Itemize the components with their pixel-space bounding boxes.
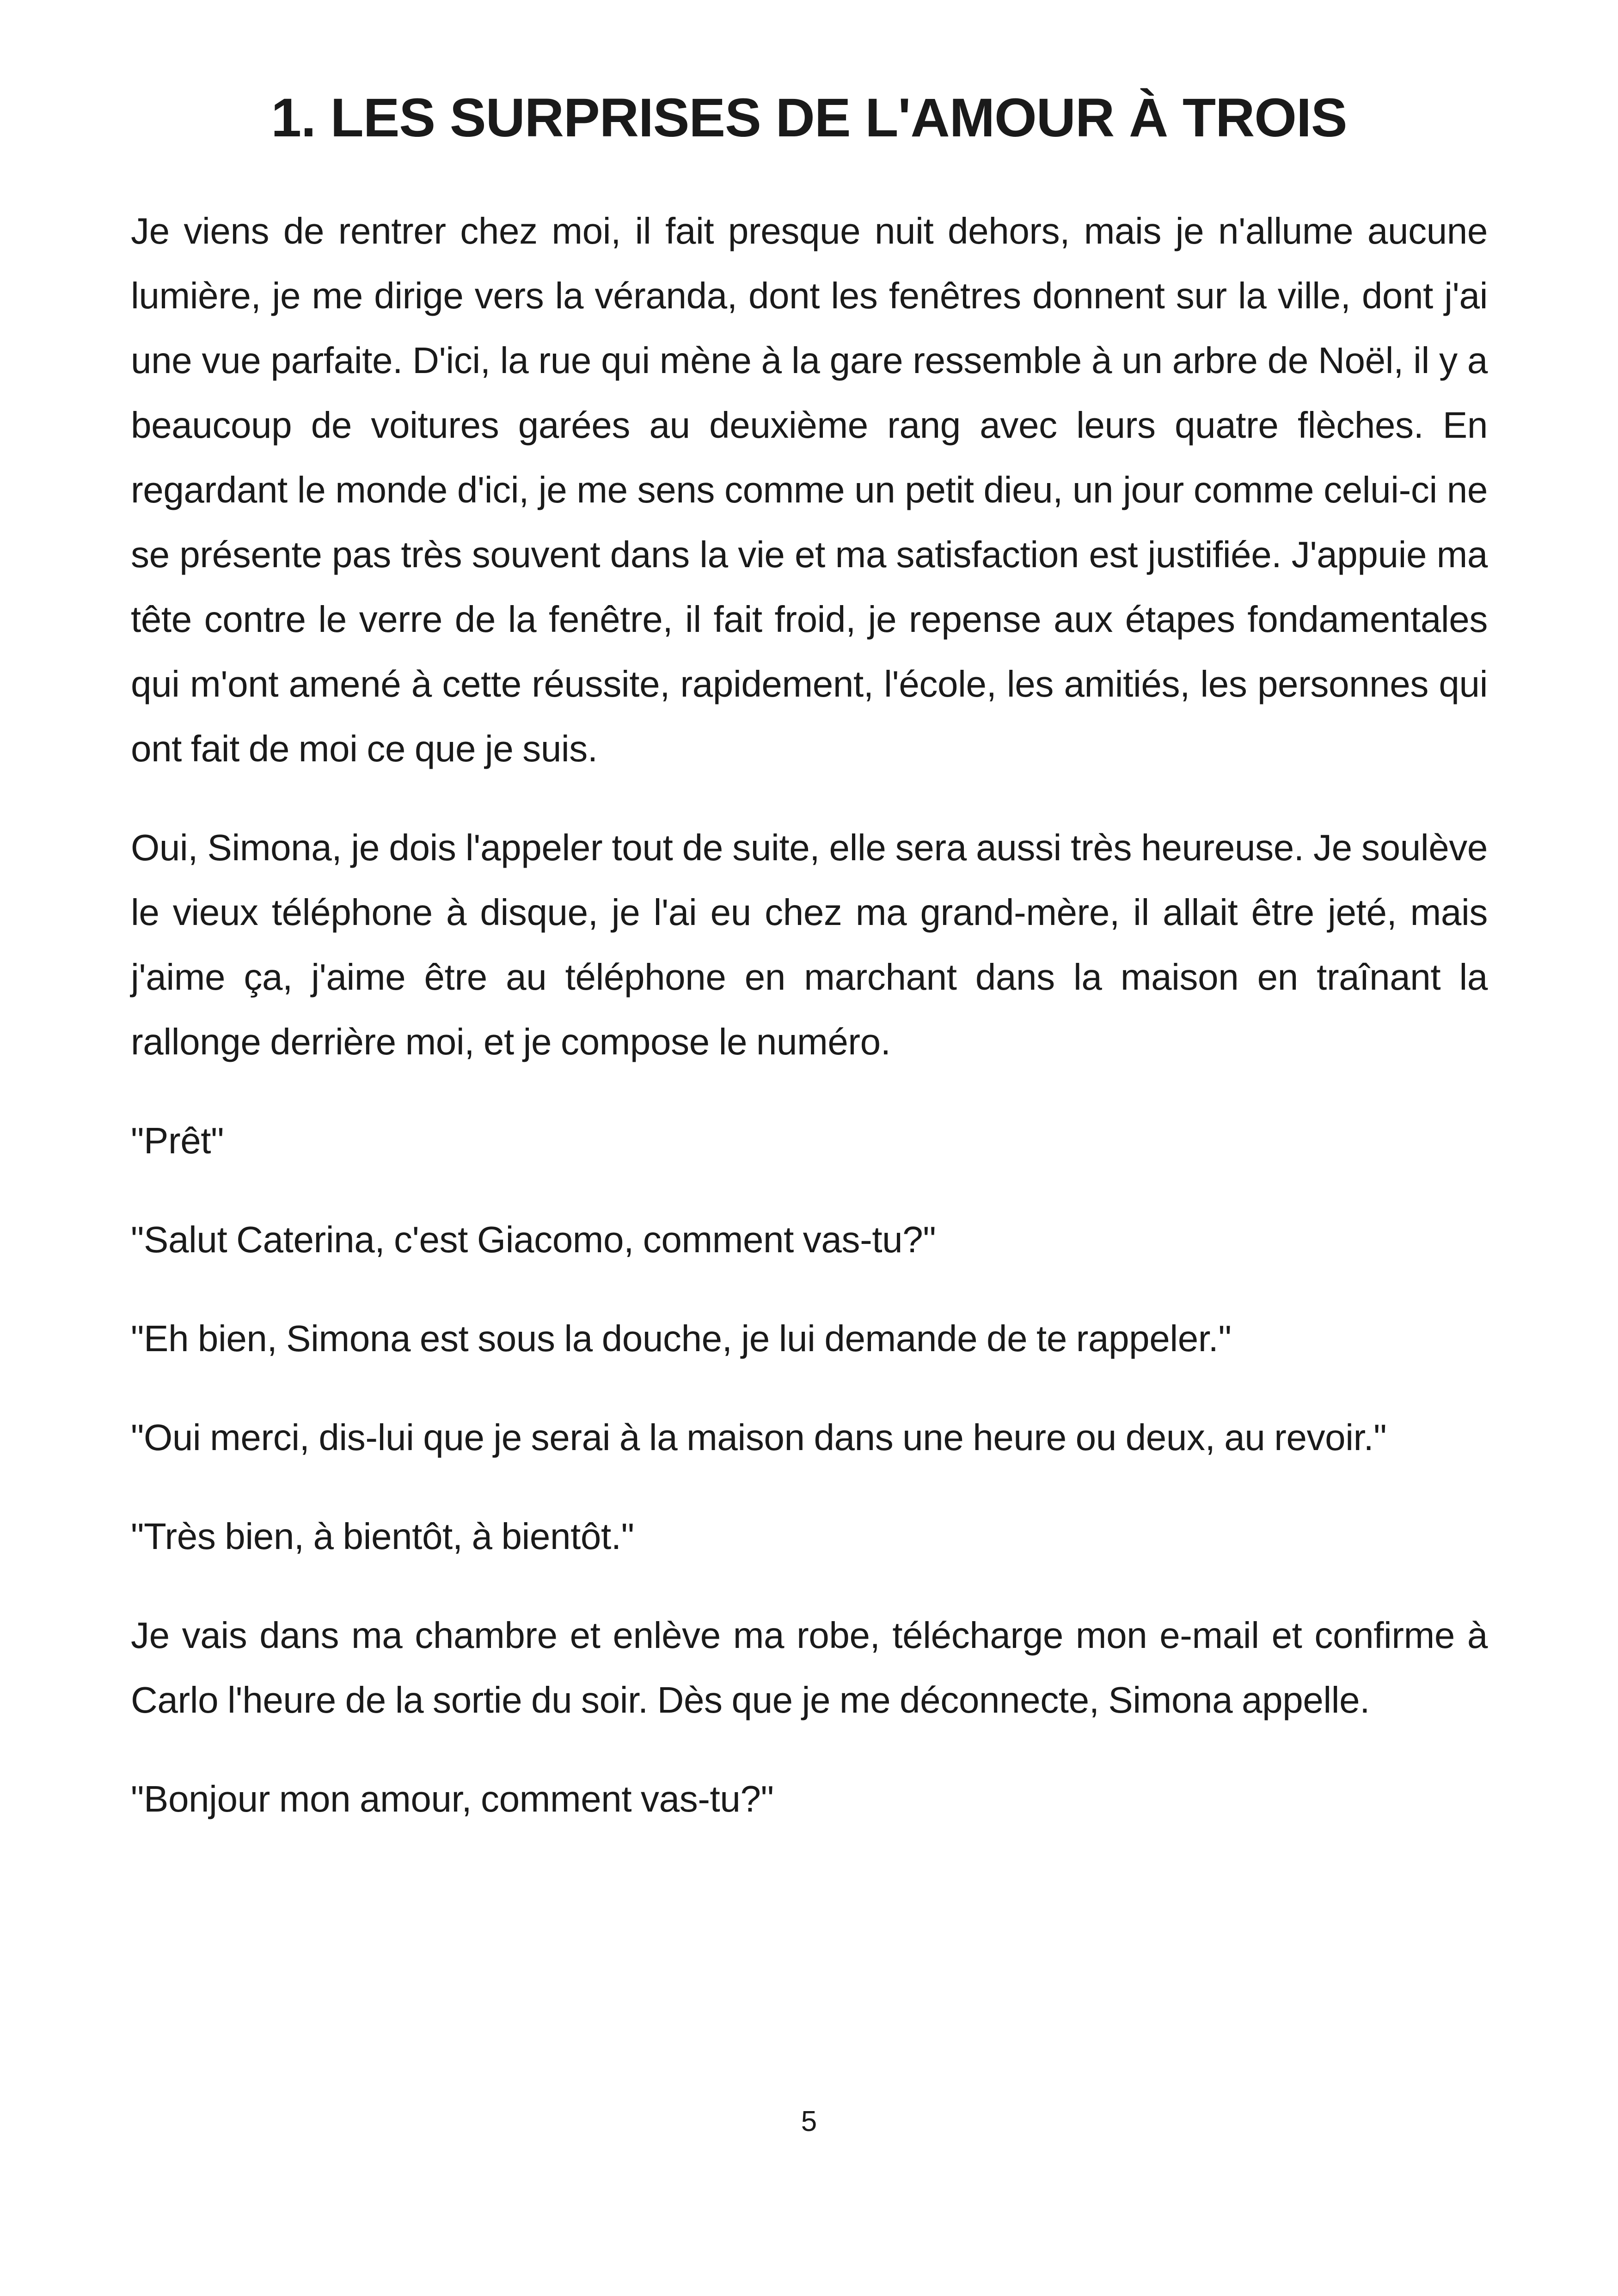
chapter-title: 1. LES SURPRISES DE L'AMOUR À TROIS — [271, 87, 1347, 148]
dialogue-line-2: "Salut Caterina, c'est Giacomo, comment vas-tu?" — [131, 1219, 936, 1260]
dialogue-line-6: "Bonjour mon amour, comment vas-tu?" — [131, 1778, 774, 1819]
dialogue-line-3: "Eh bien, Simona est sous la douche, je lui demande de te rappeler." — [131, 1318, 1232, 1359]
page-number: 5 — [801, 2106, 817, 2137]
dialogue-line-1: "Prêt" — [131, 1120, 224, 1161]
paragraph-3: Je vais dans ma chambre et enlève ma robe, télécharge mon e-mail et confirme à Carlo l'heure de la sortie du soir. Dès que je me déconnecte, Simona appelle. — [131, 1615, 1488, 1720]
dialogue-line-4: "Oui merci, dis-lui que je serai à la maison dans une heure ou deux, au revoir." — [131, 1417, 1387, 1458]
paragraph-1: Je viens de rentrer chez moi, il fait presque nuit dehors, mais je n'allume aucune lumière, je me dirige vers la véranda, dont les fenêtres donnent sur la ville, dont j'ai une vue parfaite. D'ici, la rue qui mène à la gare ressemble à un arbre de Noël, il y a beaucoup de voitures garées au deuxième rang avec leurs quatre flèches. En regardant le monde d'ici, je me sens comme un petit dieu, un jour comme celui-ci ne se présente pas très souvent dans la vie et ma satisfaction est justifiée. J'appuie ma tête contre le verre de la fenêtre, il fait froid, je repense aux étapes fondamentales qui m'ont amené à cette réussite, rapidement, l'école, les amitiés, les personnes qui ont fait de moi ce que je suis. — [131, 210, 1488, 769]
chapter-body — [131, 199, 1488, 1866]
paragraph-2: Oui, Simona, je dois l'appeler tout de suite, elle sera aussi très heureuse. Je soulève le vieux téléphone à disque, je l'ai eu chez ma grand-mère, il allait être jeté, mais j'aime ça, j'aime être au téléphone en marchant dans la maison en traînant la rallonge derrière moi, et je compose le numéro. — [131, 827, 1488, 1062]
dialogue-line-5: "Très bien, à bientôt, à bientôt." — [131, 1516, 634, 1557]
